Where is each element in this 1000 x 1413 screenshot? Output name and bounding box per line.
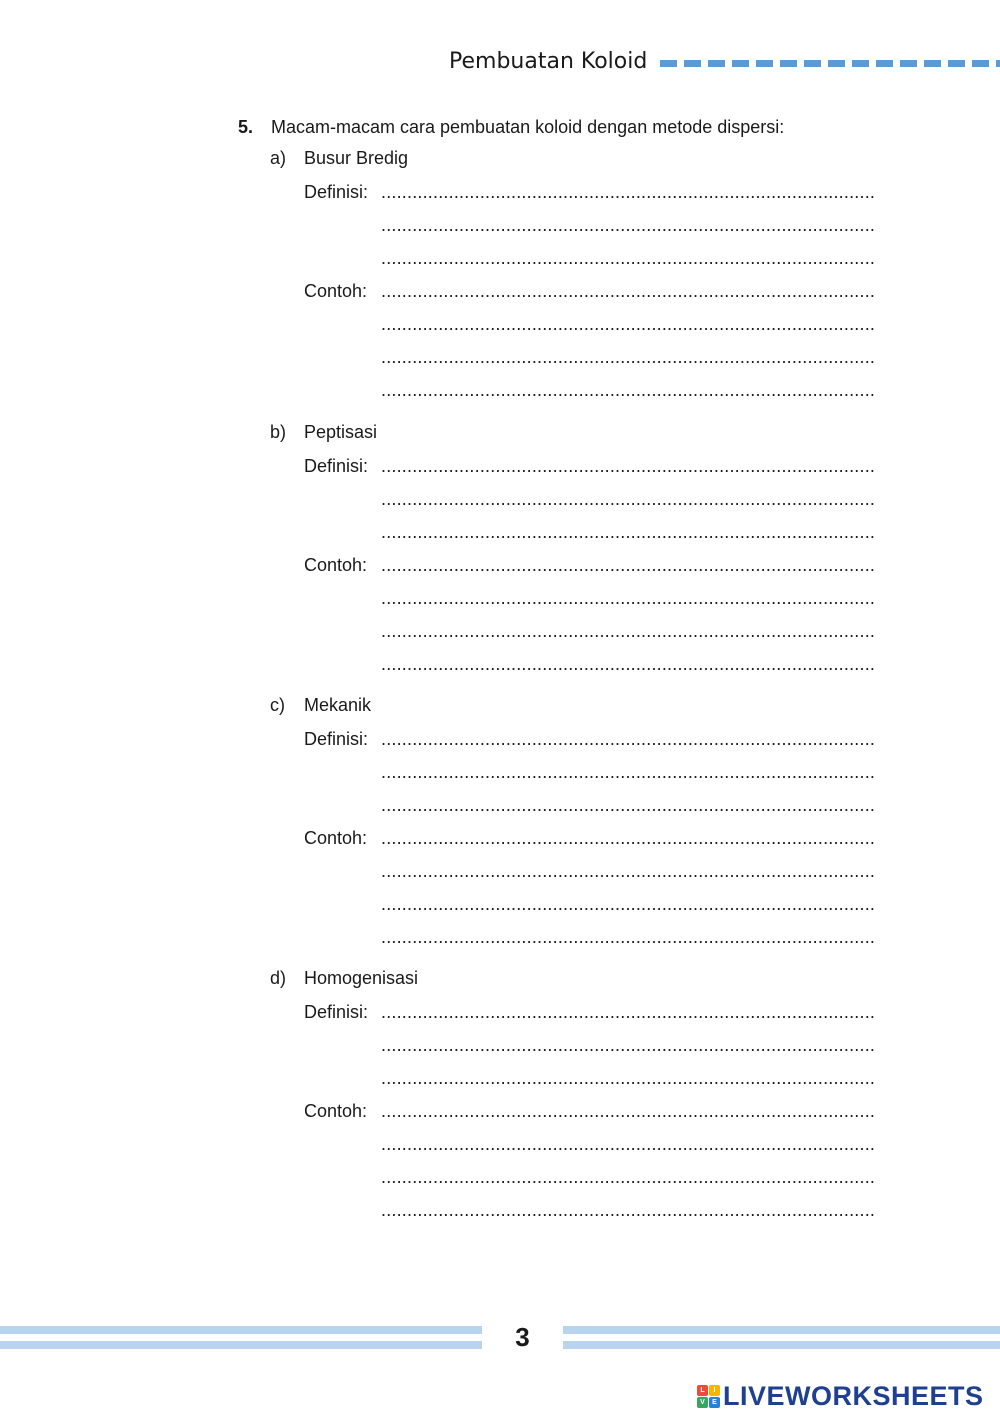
logo-tile-i: I: [709, 1385, 720, 1396]
definisi-label: Definisi:: [304, 729, 369, 749]
section-letter: b): [270, 422, 287, 442]
section-letter: a): [270, 148, 287, 168]
definisi-answer-line-3[interactable]: ...............................................................................................: [381, 1068, 876, 1088]
liveworksheets-text: LIVEWORKSHEETS: [723, 1381, 984, 1411]
definisi-answer-line-3[interactable]: ...............................................................................................: [381, 522, 876, 542]
header-title: Pembuatan Koloid: [449, 49, 648, 74]
definisi-answer-line-2[interactable]: ...............................................................................................: [381, 1035, 876, 1055]
definisi-label: Definisi:: [304, 1002, 369, 1022]
liveworksheets-icon: [697, 1385, 720, 1408]
page-number: 3: [515, 1322, 530, 1352]
question-text: Macam-macam cara pembuatan koloid dengan metode dispersi:: [271, 117, 785, 137]
contoh-answer-line-1[interactable]: ...............................................................................................: [381, 281, 876, 301]
definisi-answer-line-2[interactable]: ...............................................................................................: [381, 489, 876, 509]
contoh-answer-line-2[interactable]: ...............................................................................................: [381, 588, 876, 608]
definisi-answer-line-2[interactable]: ...............................................................................................: [381, 762, 876, 782]
contoh-label: Contoh:: [304, 555, 368, 575]
logo-tile-e: E: [709, 1397, 720, 1408]
contoh-label: Contoh:: [304, 1101, 368, 1121]
contoh-answer-line-3[interactable]: ...............................................................................................: [381, 621, 876, 641]
contoh-answer-line-2[interactable]: ...............................................................................................: [381, 1134, 876, 1154]
definisi-label: Definisi:: [304, 182, 369, 202]
liveworksheets-logo: [697, 1381, 984, 1412]
contoh-answer-line-4[interactable]: ...............................................................................................: [381, 380, 876, 400]
contoh-answer-line-2[interactable]: ...............................................................................................: [381, 314, 876, 334]
definisi-answer-line-1[interactable]: ...............................................................................................: [381, 729, 876, 749]
contoh-label: Contoh:: [304, 828, 368, 848]
footer-bars-right: [563, 1326, 1000, 1350]
logo-tile-l: L: [697, 1385, 708, 1396]
contoh-answer-line-4[interactable]: ...............................................................................................: [381, 654, 876, 674]
question-number: 5.: [238, 117, 254, 137]
contoh-answer-line-3[interactable]: ...............................................................................................: [381, 1167, 876, 1187]
contoh-answer-line-1[interactable]: ...............................................................................................: [381, 828, 876, 848]
contoh-answer-line-3[interactable]: ...............................................................................................: [381, 894, 876, 914]
section-letter: d): [270, 968, 287, 988]
header-dashes: [660, 60, 1000, 67]
section-title: Mekanik: [304, 695, 372, 715]
contoh-answer-line-1[interactable]: ...............................................................................................: [381, 555, 876, 575]
section-title: Busur Bredig: [304, 148, 409, 168]
contoh-label: Contoh:: [304, 281, 368, 301]
section-letter: c): [270, 695, 285, 715]
footer-bars-left: [0, 1326, 482, 1350]
contoh-answer-line-3[interactable]: ...............................................................................................: [381, 347, 876, 367]
contoh-answer-line-4[interactable]: ...............................................................................................: [381, 1200, 876, 1220]
definisi-answer-line-2[interactable]: ...............................................................................................: [381, 215, 876, 235]
section-title: Homogenisasi: [304, 968, 419, 988]
contoh-answer-line-2[interactable]: ...............................................................................................: [381, 861, 876, 881]
logo-tile-v: V: [697, 1397, 708, 1408]
definisi-answer-line-1[interactable]: ...............................................................................................: [381, 1002, 876, 1022]
definisi-answer-line-3[interactable]: ...............................................................................................: [381, 248, 876, 268]
section-title: Peptisasi: [304, 422, 378, 442]
definisi-answer-line-1[interactable]: ...............................................................................................: [381, 456, 876, 476]
contoh-answer-line-1[interactable]: ...............................................................................................: [381, 1101, 876, 1121]
contoh-answer-line-4[interactable]: ...............................................................................................: [381, 927, 876, 947]
definisi-answer-line-3[interactable]: ...............................................................................................: [381, 795, 876, 815]
definisi-answer-line-1[interactable]: ...............................................................................................: [381, 182, 876, 202]
definisi-label: Definisi:: [304, 456, 369, 476]
